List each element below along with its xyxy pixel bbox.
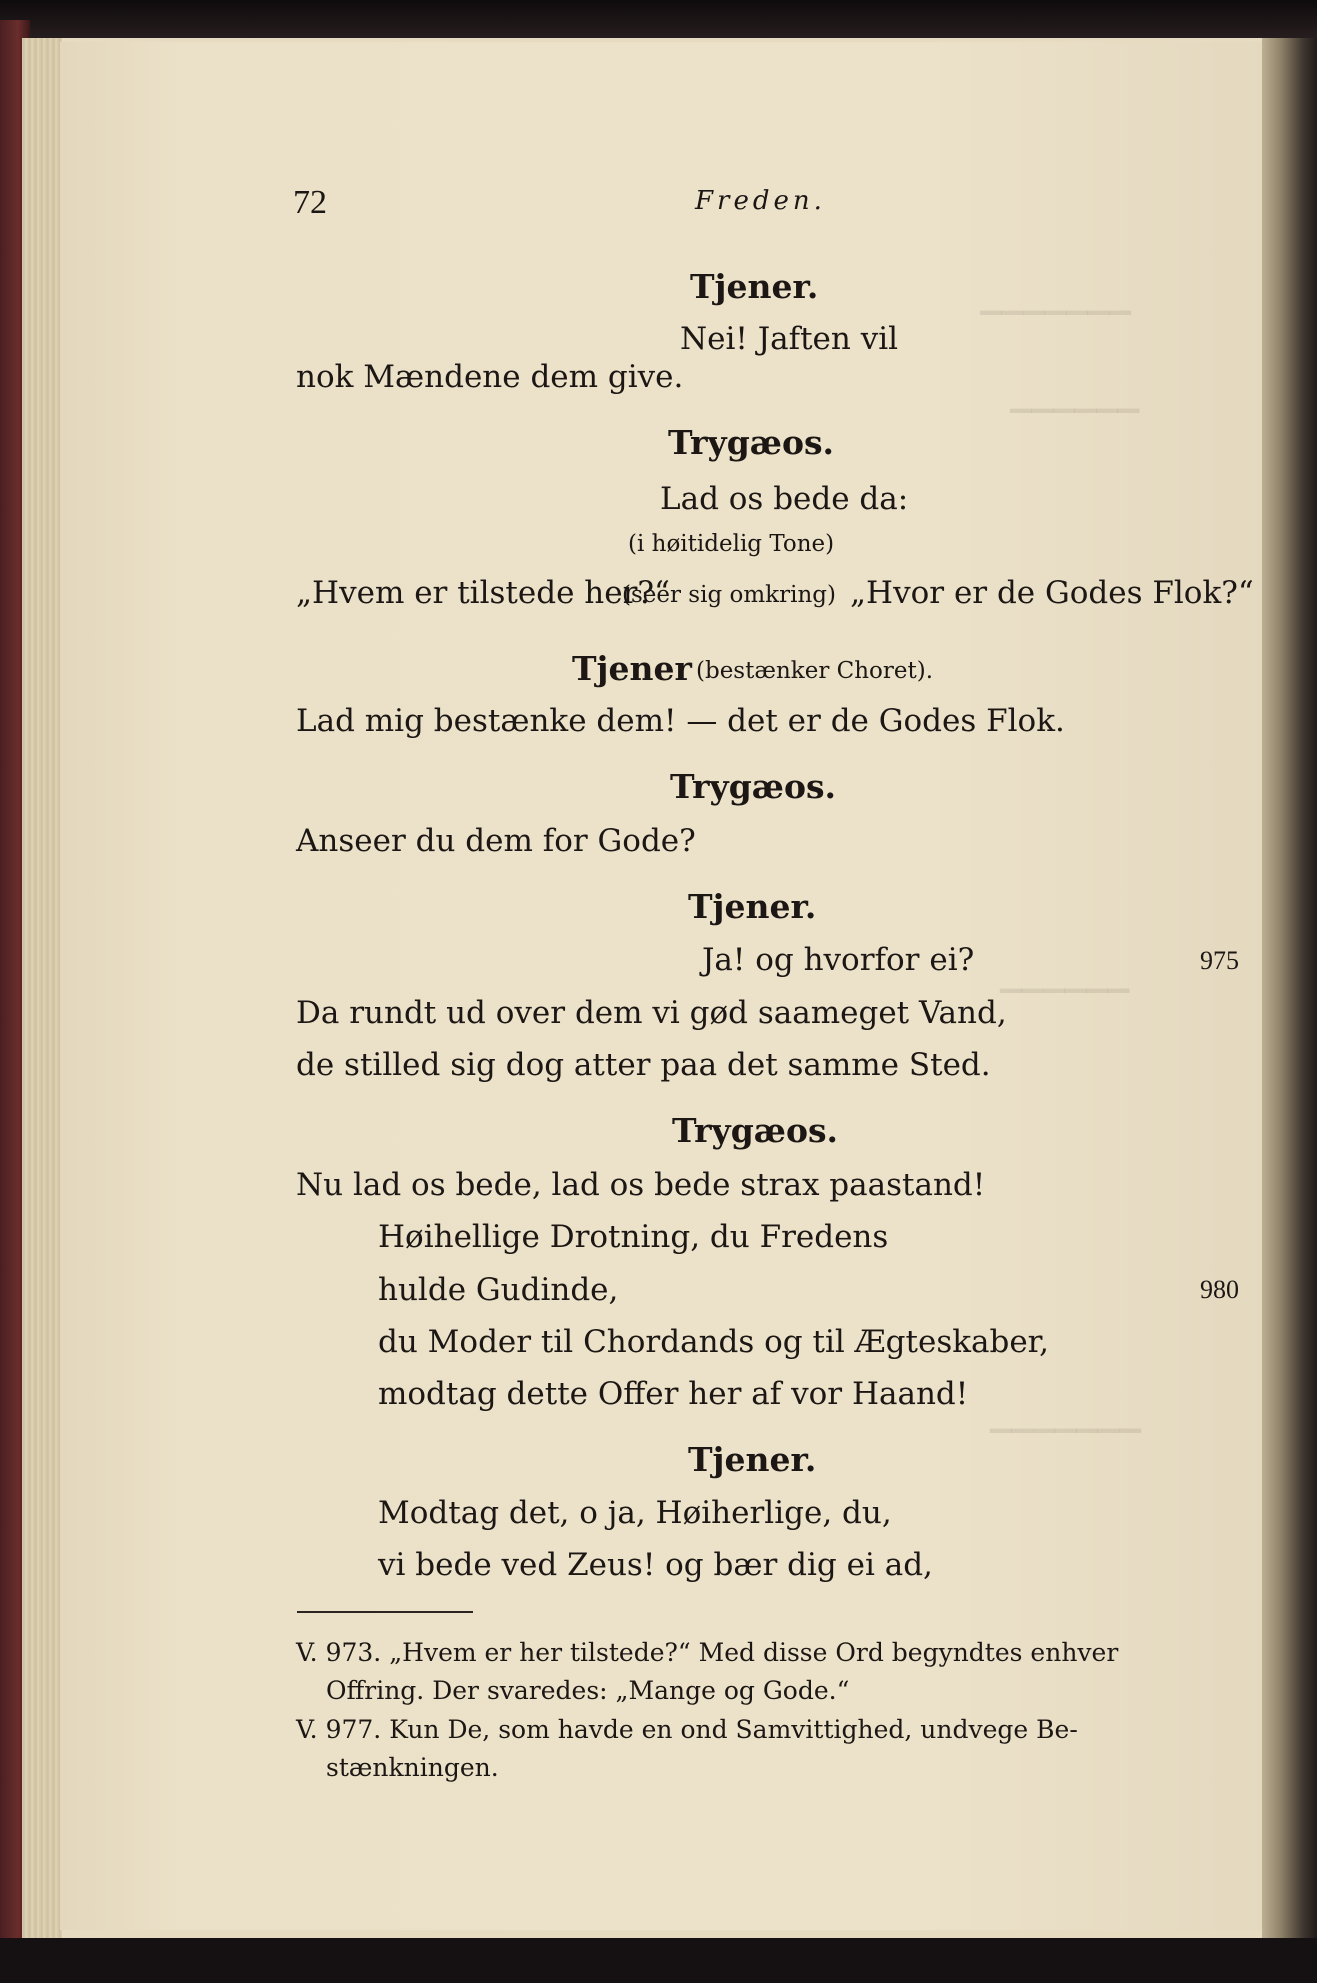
verse-line: Lad os bede da: <box>660 481 909 517</box>
book-gutter <box>1262 38 1317 1983</box>
verse-line: de stilled sig dog atter paa det samme Sted. <box>296 1047 991 1083</box>
show-through-mark: ▁▁▁▁▁▁▁ <box>990 1400 1141 1433</box>
speaker-tjener: Tjener. <box>690 267 819 306</box>
verse-line: Nei! Jaften vil <box>680 321 899 357</box>
footnote-line: V. 973. „Hvem er her tilstede?“ Med disse Ord begyndtes enhver <box>296 1638 1119 1667</box>
stage-direction: (i høitidelig Tone) <box>628 531 835 557</box>
verse-line: Høihellige Drotning, du Fredens <box>378 1219 889 1255</box>
verse-line: „Hvem er tilstede her?“ <box>296 575 670 611</box>
scan-bottom-band <box>0 1938 1317 1983</box>
verse-line: Da rundt ud over dem vi gød saameget Vand, <box>296 995 1007 1031</box>
verse-line: Anseer du dem for Gode? <box>296 823 696 859</box>
speaker-trygaeos: Trygæos. <box>668 423 835 462</box>
page-number: 72 <box>293 184 327 221</box>
footnote-line: Offring. Der svaredes: „Mange og Gode.“ <box>326 1676 850 1705</box>
verse-line: Modtag det, o ja, Høiherlige, du, <box>378 1495 892 1531</box>
footnote-line: V. 977. Kun De, som havde en ond Samvittighed, undvege Be- <box>296 1715 1078 1744</box>
line-number: 975 <box>1200 946 1239 975</box>
verse-line: Lad mig bestænke dem! — det er de Godes Flok. <box>296 703 1065 739</box>
footnote-line: stænkningen. <box>326 1753 499 1782</box>
show-through-mark: ▁▁▁▁▁▁ <box>1000 960 1130 993</box>
page-stack-edges <box>22 38 62 1938</box>
speaker-trygaeos: Trygæos. <box>672 1111 839 1150</box>
verse-line: hulde Gudinde, <box>378 1272 619 1308</box>
speaker-tjener: Tjener <box>572 649 692 688</box>
running-head: Freden. <box>695 186 826 216</box>
verse-line: modtag dette Offer her af vor Haand! <box>378 1376 969 1412</box>
verse-line: Nu lad os bede, lad os bede strax paastand! <box>296 1167 986 1203</box>
speaker-trygaeos: Trygæos. <box>670 767 837 806</box>
show-through-mark: ▁▁▁▁▁▁▁ <box>980 282 1131 315</box>
line-number: 980 <box>1200 1275 1239 1304</box>
show-through-mark: ▁▁▁▁▁▁ <box>1010 380 1140 413</box>
stage-direction: (bestænker Choret). <box>696 658 934 684</box>
footnote-rule <box>297 1611 473 1613</box>
verse-line: nok Mændene dem give. <box>296 359 684 395</box>
verse-line: du Moder til Chordands og til Ægteskaber, <box>378 1324 1049 1360</box>
verse-line: vi bede ved Zeus! og bær dig ei ad, <box>378 1547 933 1583</box>
verse-line: „Hvor er de Godes Flok?“ <box>850 575 1254 611</box>
verse-line: Ja! og hvorfor ei? <box>702 942 975 978</box>
speaker-tjener: Tjener. <box>688 887 817 926</box>
speaker-tjener: Tjener. <box>688 1440 817 1479</box>
stage-direction: (seer sig omkring) <box>622 582 836 608</box>
